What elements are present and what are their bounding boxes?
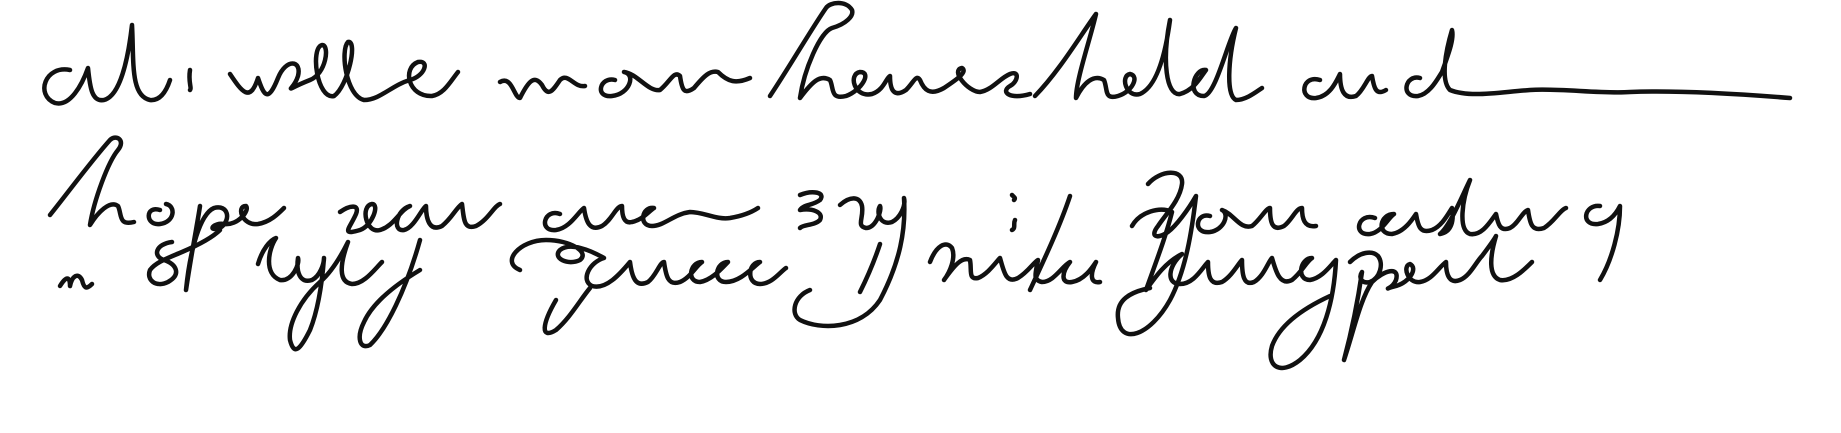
handwritten-line-3 [40,285,1800,385]
handwritten-line-2 [40,150,1800,250]
handwritten-line-1 [40,10,1800,110]
